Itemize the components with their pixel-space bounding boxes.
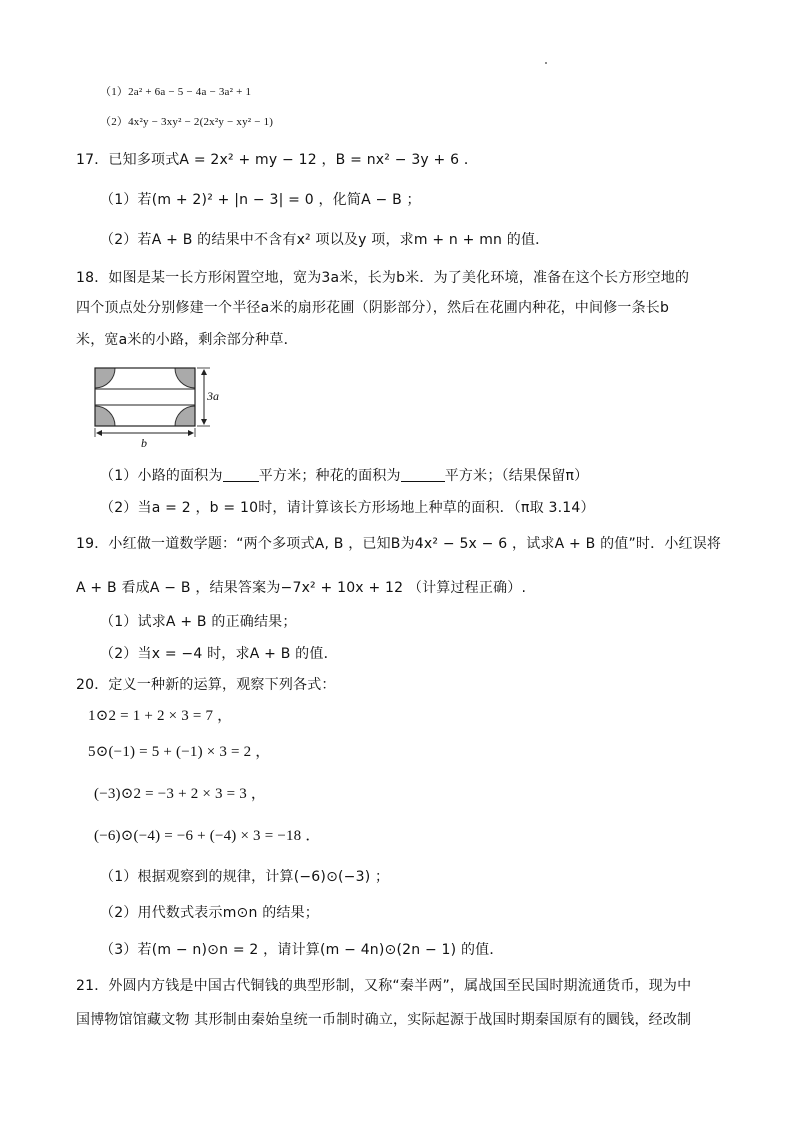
q18-part1-a: （1）小路的面积为 [100,468,223,484]
page-corner-dot [545,62,547,64]
q18-part2: （2）当a = 2 ，b = 10时，请计算该长方形场地上种草的面积．（π取 3.14） [100,500,595,516]
q18-line2: 四个顶点处分别修建一个半径a米的扇形花圃（阴影部分），然后在花圃内种花，中间修一条长b [76,300,670,316]
q17-part2: （2）若A + B 的结果中不含有x² 项以及y 项，求m + n + mn 的值． [100,232,550,248]
q21-line1: 21．外圆内方钱是中国古代铜钱的典型形制，又称“秦半两”，属战国至民国时期流通货币，现为中 [76,978,692,994]
q21-line2: 国博物馆馆藏文物 其形制由秦始皇统一币制时确立，实际起源于战国时期秦国原有的圜钱，经改制 [76,1012,692,1028]
q18-part1 [100,466,588,486]
q20-example-3: (−3)⊙2 = −3 + 2 × 3 = 3 ， [94,786,267,802]
q20-example-1: 1⊙2 = 1 + 2 × 3 = 7 ， [88,708,233,724]
q18-line3: 米，宽a米的小路，剩余部分种草． [76,332,298,348]
corner-sector-top-left [95,368,115,388]
corner-sector-top-right [175,368,195,388]
q20-example-4: (−6)⊙(−4) = −6 + (−4) × 3 = −18 ． [94,828,321,844]
prev-subpart-1: （1）2a² + 6a − 5 − 4a − 3a² + 1 [100,86,252,98]
q18-answer-blank-1[interactable] [223,467,259,482]
width-label: 3a [207,389,219,403]
q18-answer-blank-2[interactable] [401,467,445,482]
prev-subpart-2: （2）4x²y − 3xy² − 2(2x²y − xy² − 1) [100,116,274,128]
corner-sector-bottom-right [175,406,195,426]
q20-part1: （1）根据观察到的规律，计算(−6)⊙(−3) ； [100,869,390,885]
q17-stem: 17．已知多项式A = 2x² + my − 12 ，B = nx² − 3y + 6 ． [76,152,479,168]
q20-part3: （3）若(m − n)⊙n = 2 ，请计算(m − 4n)⊙(2n − 1) 的值． [100,942,504,958]
q19-line1: 19．小红做一道数学题：“两个多项式A, B ，已知B为4x² − 5x − 6 ，试求A + B 的值”时．小红误将 [76,536,722,552]
q18-line1: 18．如图是某一长方形闲置空地，宽为3a米，长为b米．为了美化环境，准备在这个长方形空地的 [76,270,690,286]
corner-sector-bottom-left [95,406,115,426]
q17-part1: （1）若(m + 2)² + |n − 3| = 0 ，化简A − B ； [100,192,421,208]
q19-part1: （1）试求A + B 的正确结果； [100,614,297,630]
length-label: b [141,436,147,450]
q19-line2: A + B 看成A − B ，结果答案为−7x² + 10x + 12 （计算过程正确）. [76,580,527,596]
q20-stem: 20．定义一种新的运算，观察下列各式： [76,677,336,693]
rectangle-field-figure [88,360,238,450]
q20-part2: （2）用代数式表示m⊙n 的结果； [100,905,319,921]
q19-part2: （2）当x = −4 时，求A + B 的值． [100,646,338,662]
q18-part1-c: 平方米；（结果保留π） [444,468,589,484]
q18-part1-b: 平方米；种花的面积为 [258,468,401,484]
q20-example-2: 5⊙(−1) = 5 + (−1) × 3 = 2 ， [88,744,271,760]
